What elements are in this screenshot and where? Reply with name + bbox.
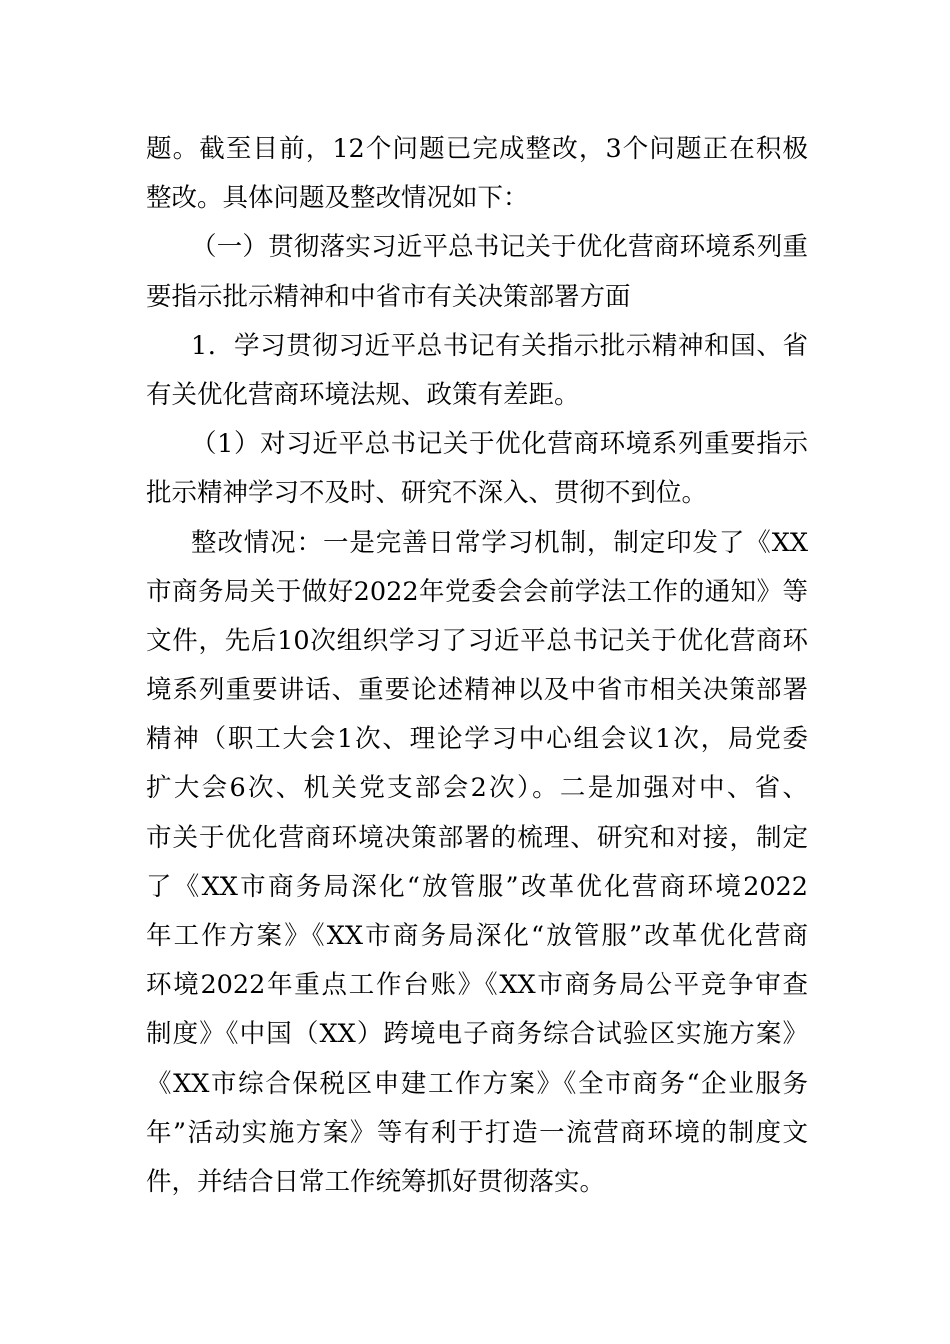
paragraph-line-1: 整改情况：一是完善日常学习机制，制定印发了《XX [191, 527, 808, 558]
paragraph-line-2: 市商务局关于做好2022年党委会会前学法工作的通知》等 [146, 576, 808, 607]
text-line-1: 题。截至目前，12个问题已完成整改，3个问题正在积极 [146, 134, 808, 164]
paragraph-line-5: 精神（职工大会1次、理论学习中心组会议1次，局党委 [146, 724, 808, 755]
paragraph-line-12: 《XX市综合保税区申建工作方案》《全市商务“企业服务 [146, 1068, 808, 1099]
paragraph-line-3: 文件，先后10次组织学习了习近平总书记关于优化营商环 [146, 625, 808, 656]
document-body [146, 125, 808, 1207]
paragraph-line-8: 了《XX市商务局深化“放管服”改革优化营商环境2022 [146, 871, 808, 902]
paragraph-line-11: 制度》《中国（XX）跨境电子商务综合试验区实施方案》 [146, 1019, 808, 1050]
paragraph-line-14: 件，并结合日常工作统筹抓好贯彻落实。 [146, 1166, 606, 1197]
text-line-2: 整改。具体问题及整改情况如下： [146, 183, 529, 214]
section-heading-line-1: （一）贯彻落实习近平总书记关于优化营商环境系列重 [191, 232, 808, 263]
item-heading-line-2: 有关优化营商环境法规、政策有差距。 [146, 379, 580, 410]
subitem-heading-line-2: 批示精神学习不及时、研究不深入、贯彻不到位。 [146, 478, 708, 509]
section-heading-line-2: 要指示批示精神和中省市有关决策部署方面 [146, 281, 631, 312]
paragraph-line-4: 境系列重要讲话、重要论述精神以及中省市相关决策部署 [146, 675, 808, 706]
paragraph-line-9: 年工作方案》《XX市商务局深化“放管服”改革优化营商 [146, 921, 808, 951]
paragraph-line-10: 环境2022年重点工作台账》《XX市商务局公平竞争审查 [146, 970, 808, 1001]
subitem-heading-line-1: （1）对习近平总书记关于优化营商环境系列重要指示 [191, 429, 808, 460]
item-heading-line-1: 1．学习贯彻习近平总书记有关指示批示精神和国、省 [191, 330, 808, 361]
paragraph-line-6: 扩大会6次、机关党支部会2次）。二是加强对中、省、 [146, 773, 808, 804]
paragraph-line-7: 市关于优化营商环境决策部署的梳理、研究和对接，制定 [146, 822, 808, 853]
paragraph-line-13: 年”活动实施方案》等有利于打造一流营商环境的制度文 [146, 1117, 808, 1148]
